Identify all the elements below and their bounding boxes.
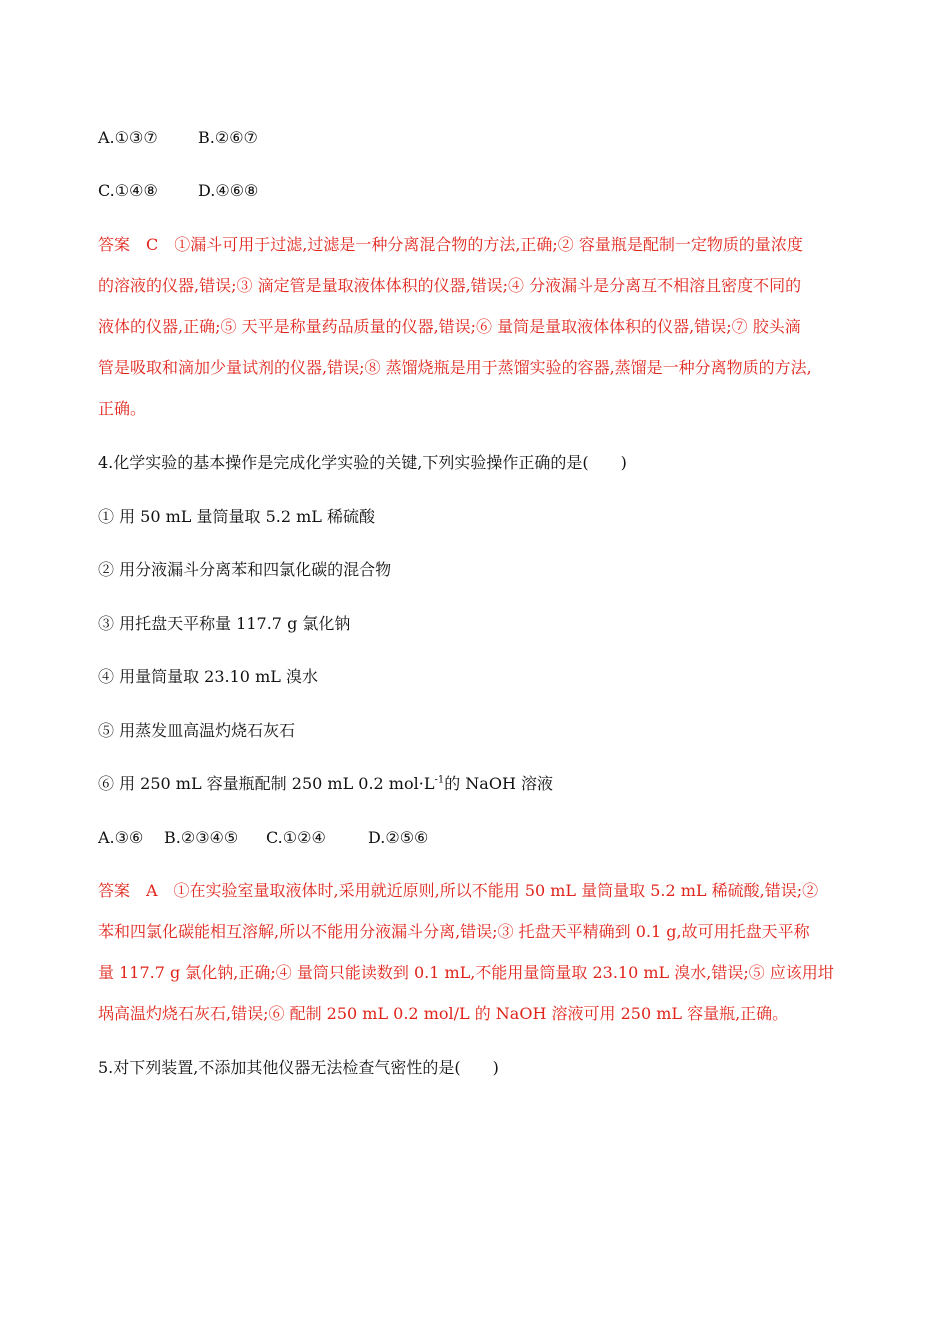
q4-answer-line-1: 答案 A ①在实验室量取液体时,采用就近原则,所以不能用 50 mL 量筒量取 5.2 mL 稀硫酸,错误;②: [98, 881, 819, 900]
q3-option-d: D.④⑥⑧: [198, 181, 259, 200]
q3-option-b: B.②⑥⑦: [198, 128, 258, 147]
q4-answer-line-2: 苯和四氯化碳能相互溶解,所以不能用分液漏斗分离,错误;③ 托盘天平精确到 0.1 g,故可用托盘天平称: [98, 922, 810, 941]
q4-answer-line-3: 量 117.7 g 氯化钠,正确;④ 量筒只能读数到 0.1 mL,不能用量筒量取 23.10 mL 溴水,错误;⑤ 应该用坩: [98, 963, 834, 982]
q3-options-row-2: [98, 180, 258, 202]
q4-item-1: ① 用 50 mL 量筒量取 5.2 mL 稀硫酸: [98, 507, 376, 526]
q3-options-row-1: [98, 127, 258, 149]
q3-answer-line-4: 管是吸取和滴加少量试剂的仪器,错误;⑧ 蒸馏烧瓶是用于蒸馏实验的容器,蒸馏是一种分离物质的方法,: [98, 358, 812, 377]
q3-answer-line-3: 液体的仪器,正确;⑤ 天平是称量药品质量的仪器,错误;⑥ 量筒是量取液体体积的仪器,错误;⑦ 胶头滴: [98, 317, 801, 336]
q4-option-b: B.②③④⑤: [164, 828, 239, 847]
q4-item-6-exponent: -1: [434, 774, 445, 786]
q4-item-2: ② 用分液漏斗分离苯和四氯化碳的混合物: [98, 560, 392, 579]
q4-item-4: ④ 用量筒量取 23.10 mL 溴水: [98, 667, 318, 686]
q4-item-6-text: ⑥ 用 250 mL 容量瓶配制 250 mL 0.2 mol·L: [98, 774, 435, 793]
q5-stem: 5.对下列装置,不添加其他仪器无法检查气密性的是( ): [98, 1058, 499, 1077]
q4-item-3: ③ 用托盘天平称量 117.7 g 氯化钠: [98, 614, 351, 633]
q3-option-c: C.①④⑧: [98, 181, 158, 200]
q4-option-c: C.①②④: [266, 828, 326, 847]
q3-answer-line-2: 的溶液的仪器,错误;③ 滴定管是量取液体体积的仪器,错误;④ 分液漏斗是分离互不相溶且密度不同的: [98, 276, 802, 295]
q4-options-row: [98, 827, 428, 849]
q4-item-5: ⑤ 用蒸发皿高温灼烧石灰石: [98, 721, 296, 740]
q4-stem: 4.化学实验的基本操作是完成化学实验的关键,下列实验操作正确的是( ): [98, 453, 627, 472]
q3-answer-line-1: 答案 C ①漏斗可用于过滤,过滤是一种分离混合物的方法,正确;② 容量瓶是配制一定物质的量浓度: [98, 235, 803, 254]
q4-answer-line-4: 埚高温灼烧石灰石,错误;⑥ 配制 250 mL 0.2 mol/L 的 NaOH 溶液可用 250 mL 容量瓶,正确。: [98, 1004, 789, 1023]
q3-option-a: A.①③⑦: [98, 128, 158, 147]
q4-option-a: A.③⑥: [98, 828, 144, 847]
q4-item-6: [98, 773, 553, 795]
q4-item-6-suffix: 的 NaOH 溶液: [444, 774, 553, 793]
q4-option-d: D.②⑤⑥: [368, 828, 429, 847]
q3-answer-line-5: 正确。: [98, 399, 147, 418]
